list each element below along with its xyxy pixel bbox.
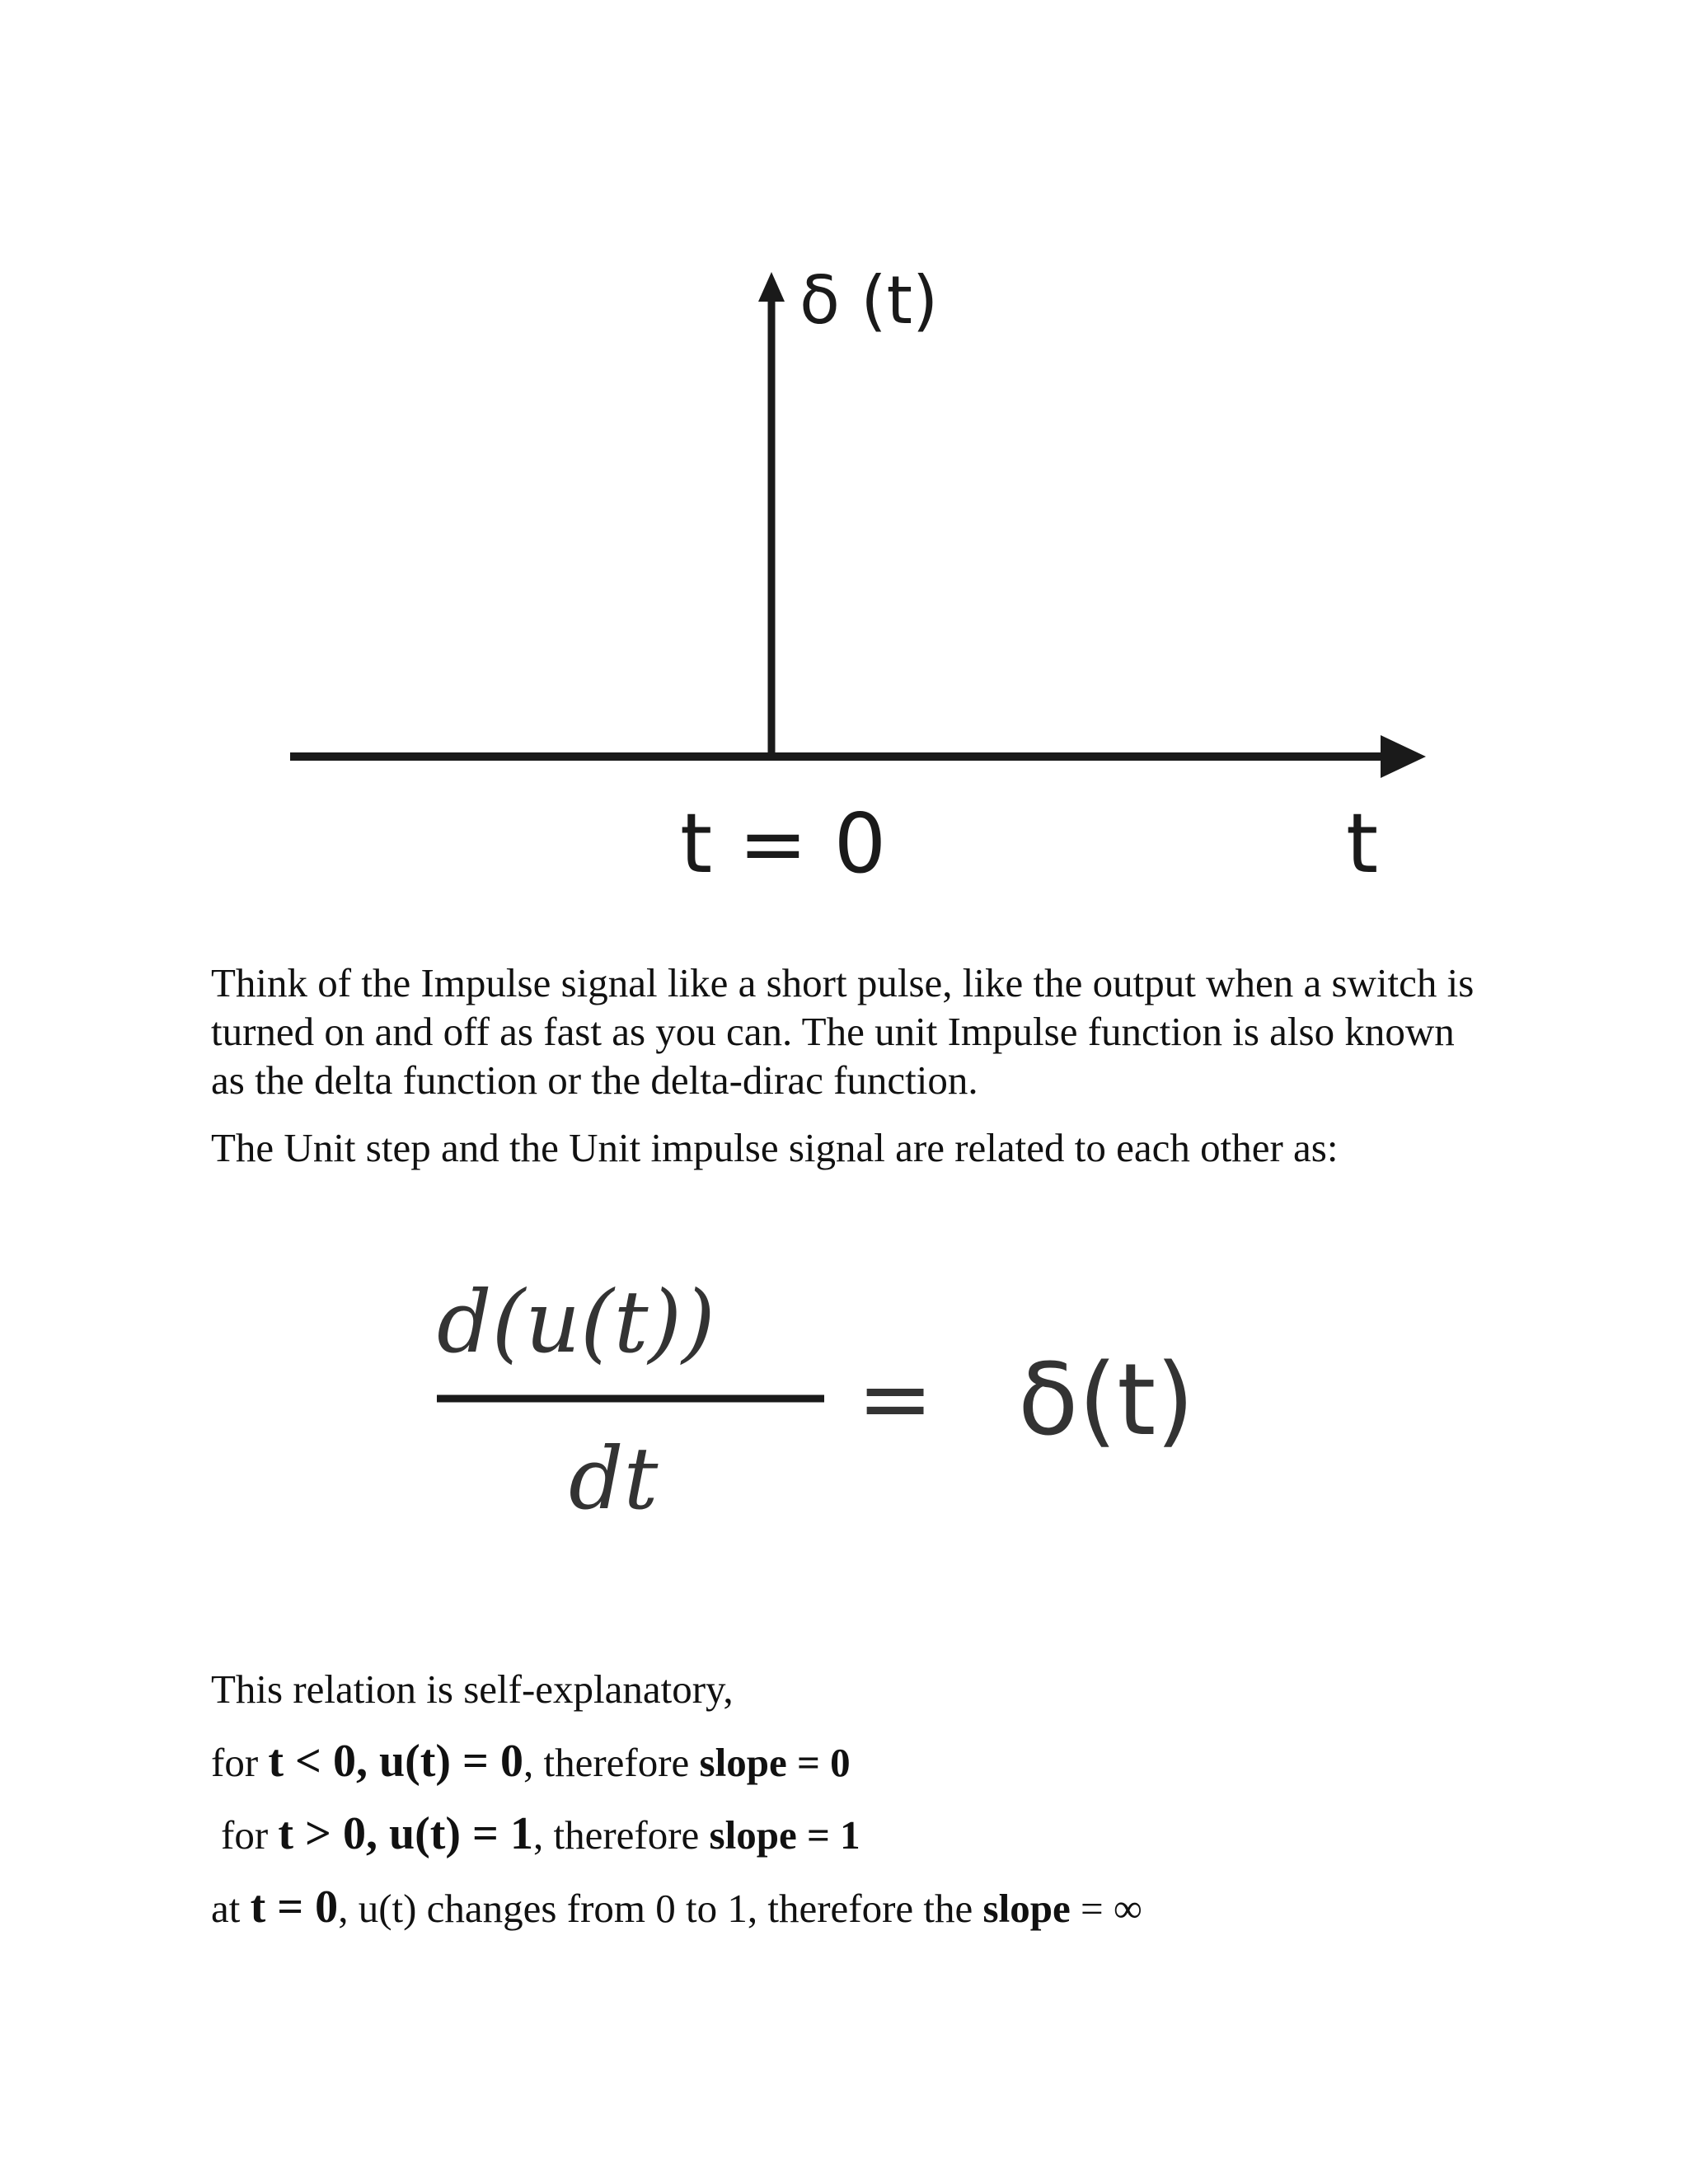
- derivative-equation: [412, 1261, 1319, 1558]
- condition-line: [221, 1810, 860, 1859]
- slope-value: = 1: [796, 1812, 860, 1858]
- time-axis-label: t: [1346, 795, 1379, 892]
- impulse-signal-diagram: [272, 247, 1451, 907]
- relation-paragraph: The Unit step and the Unit impulse signal are related to each other as:: [211, 1125, 1339, 1170]
- equation-equals: =: [857, 1346, 934, 1451]
- condition-line: [211, 1737, 851, 1787]
- equation-denominator: dt: [569, 1428, 659, 1529]
- origin-label: t = 0: [680, 795, 887, 892]
- explanation-paragraph: This relation is self-explanatory,: [211, 1666, 734, 1712]
- condition-prefix: at: [211, 1886, 251, 1931]
- time-axis-arrowhead: [1381, 735, 1426, 778]
- slope-value: = 0: [786, 1740, 851, 1785]
- condition-prefix: for: [211, 1740, 269, 1785]
- intro-paragraph: Think of the Impulse signal like a short pulse, like the output when a switch is turned on and off as fast as you can. The unit Impulse function is also known as the delta function or the delta-dirac function.: [211, 960, 1475, 1103]
- slope-word: slope: [709, 1812, 797, 1858]
- condition-middle: , therefore: [523, 1740, 700, 1785]
- equation-rhs: δ(t): [1018, 1343, 1195, 1458]
- condition-prefix: for: [221, 1812, 279, 1858]
- equation-numerator: d(u(t)): [437, 1272, 715, 1372]
- condition-expression: t < 0, u(t) = 0: [268, 1736, 523, 1787]
- condition-expression: t = 0: [250, 1882, 339, 1933]
- condition-middle: , therefore: [532, 1812, 710, 1858]
- condition-expression: t > 0, u(t) = 1: [278, 1808, 533, 1859]
- condition-middle: , u(t) changes from 0 to 1, therefore the: [338, 1886, 983, 1931]
- slope-value: = ∞: [1070, 1886, 1142, 1931]
- condition-line: [211, 1883, 1142, 1933]
- impulse-arrowhead: [758, 272, 785, 302]
- impulse-label: δ (t): [799, 262, 939, 339]
- slope-word: slope: [699, 1740, 787, 1785]
- slope-word: slope: [982, 1886, 1071, 1931]
